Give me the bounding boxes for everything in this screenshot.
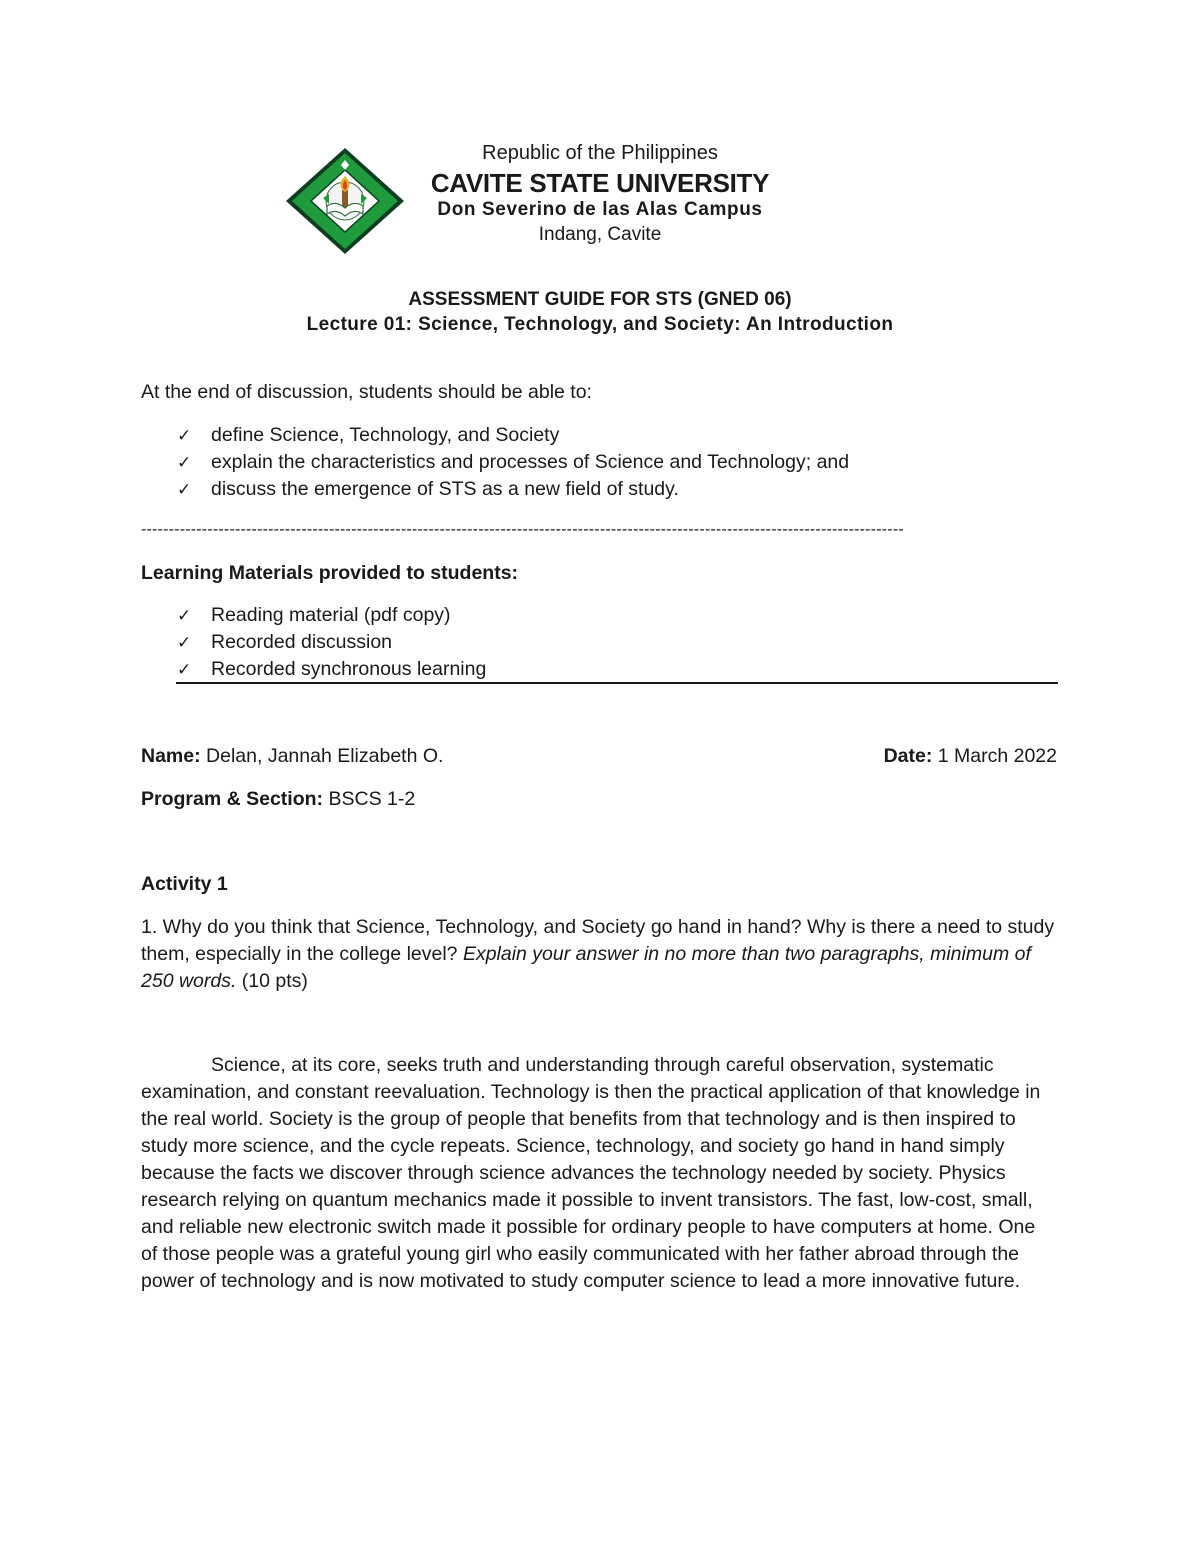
- header-republic: Republic of the Philippines: [482, 142, 718, 164]
- materials-heading: Learning Materials provided to students:: [141, 562, 519, 584]
- header-campus: Don Severino de las Alas Campus: [437, 199, 763, 220]
- materials-list: [177, 602, 486, 683]
- program-section-field: [141, 788, 415, 811]
- checkmark-icon: ✓: [177, 480, 192, 499]
- dashed-separator: ------------------------------------------------------------------------------------------------------------------------------------------: [141, 521, 904, 538]
- lecture-title: Lecture 01: Science, Technology, and Society: An Introduction: [306, 314, 894, 335]
- program-label: Program & Section:: [141, 788, 324, 810]
- header-university-name: CAVITE STATE UNIVERSITY: [430, 168, 770, 198]
- material-item: ✓ Reading material (pdf copy): [177, 602, 486, 629]
- student-answer: Science, at its core, seeks truth and understanding through careful observation, systematic examination, and constant reevaluation. Technology is then the practical application of that knowledge in the real world. Society is the group of people that benefits from that technology and is then inspired to study more science, and the cycle repeats. Science, technology, and society go hand in hand simply because the facts we discover through science advances the technology needed by society. Physics research relying on quantum mechanics made it possible to invent transistors. The fast, low-cost, small, and reliable new electronic switch made it possible for ordinary people to have computers at home. One of those people was a grateful young girl who easily communicated with her father abroad through the power of technology and is now motivated to study computer science to lead a more innovative future.: [141, 1054, 1041, 1292]
- checkmark-icon: ✓: [177, 606, 192, 625]
- assessment-title: ASSESSMENT GUIDE FOR STS (GNED 06): [408, 289, 792, 310]
- material-item: ✓ Recorded discussion: [177, 629, 486, 656]
- checkmark-icon: ✓: [177, 453, 192, 472]
- objectives-list: [177, 422, 849, 503]
- checkmark-icon: ✓: [177, 633, 192, 652]
- program-value: BSCS 1-2: [328, 788, 416, 810]
- checkmark-icon: ✓: [177, 660, 192, 679]
- header-location: Indang, Cavite: [538, 224, 662, 245]
- objectives-intro: At the end of discussion, students should be able to:: [141, 381, 592, 403]
- student-name: Delan, Jannah Elizabeth O.: [206, 745, 444, 767]
- activity-title: Activity 1: [141, 873, 228, 895]
- name-label: Name:: [141, 745, 201, 767]
- objective-item: ✓ discuss the emergence of STS as a new field of study.: [177, 476, 849, 503]
- horizontal-rule: [176, 682, 1058, 684]
- activity-question: 1. Why do you think that Science, Technology, and Society go hand in hand? Why is there a need to study them, especially in the college level? Explain your answer in no more than two paragraphs, minimum of 250 words. (10 pts): [141, 916, 1055, 992]
- date-field: [884, 745, 1057, 768]
- objective-item: ✓ explain the characteristics and processes of Science and Technology; and: [177, 449, 849, 476]
- university-seal-logo: [283, 146, 407, 256]
- checkmark-icon: ✓: [177, 426, 192, 445]
- objective-item: ✓ define Science, Technology, and Society: [177, 422, 849, 449]
- date-label: Date:: [883, 745, 933, 767]
- date-value: 1 March 2022: [937, 745, 1057, 767]
- question-instructions: Explain your answer in no more than two paragraphs, minimum of 250 words.: [141, 943, 1031, 992]
- student-name-field: [141, 745, 443, 768]
- material-item: ✓ Recorded synchronous learning: [177, 656, 486, 683]
